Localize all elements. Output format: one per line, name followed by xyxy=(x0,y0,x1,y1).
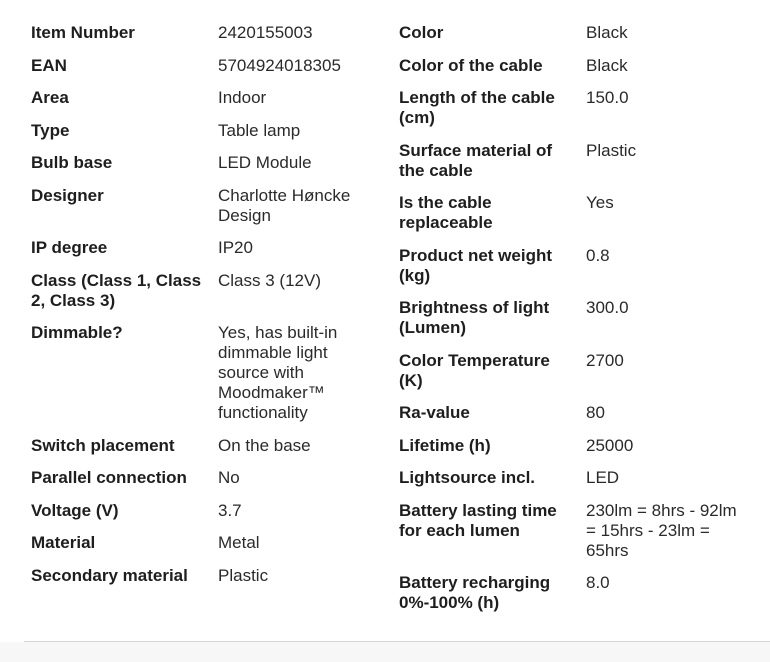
spec-value: 2700 xyxy=(586,350,624,370)
spec-value: 150.0 xyxy=(586,88,629,107)
spec-row-brightness xyxy=(399,298,759,338)
spec-label: Brightness of light (Lumen) xyxy=(399,298,550,337)
spec-value: Yes, has built-in dimmable light source with Moodmaker™ functionality xyxy=(218,323,338,422)
spec-row-cable-replaceable xyxy=(399,193,759,233)
spec-label: Switch placement xyxy=(31,435,175,455)
spec-row-switch-placement xyxy=(31,436,376,456)
spec-label: Battery lasting time for each lumen xyxy=(399,500,557,540)
spec-row-ra-value xyxy=(399,403,759,423)
spec-row-type xyxy=(31,121,376,141)
spec-value: Black xyxy=(586,55,628,75)
spec-label: Parallel connection xyxy=(31,468,187,487)
spec-row-lifetime xyxy=(399,436,759,456)
spec-row-item-number xyxy=(31,23,376,43)
spec-label: Area xyxy=(31,88,69,107)
spec-value: 80 xyxy=(586,403,605,422)
spec-label: Item Number xyxy=(31,23,135,42)
spec-label: Length of the cable (cm) xyxy=(399,88,555,127)
spec-value: 3.7 xyxy=(218,500,242,520)
spec-row-parallel-connection xyxy=(31,468,376,488)
spec-label: Secondary material xyxy=(31,565,188,585)
spec-value: IP20 xyxy=(218,238,253,257)
spec-row-color-temperature xyxy=(399,351,759,391)
spec-value: Plastic xyxy=(218,565,269,585)
spec-row-ip-degree xyxy=(31,238,376,258)
spec-value: 5704924018305 xyxy=(218,55,341,75)
spec-value: Black xyxy=(586,23,628,42)
spec-label: Surface material of the cable xyxy=(399,140,553,180)
spec-row-voltage xyxy=(31,501,376,521)
spec-label: EAN xyxy=(31,55,67,75)
spec-value: Metal xyxy=(218,533,260,552)
spec-row-dimmable xyxy=(31,323,376,423)
spec-label: Bulb base xyxy=(31,153,113,172)
spec-label: Type xyxy=(31,120,70,140)
spec-value: Indoor xyxy=(218,88,267,107)
spec-label: Color xyxy=(399,23,444,42)
spec-value: Charlotte Høncke Design xyxy=(218,185,351,225)
spec-label: Color Temperature (K) xyxy=(399,350,550,390)
spec-label: Designer xyxy=(31,185,104,205)
spec-value: Plastic xyxy=(586,140,637,160)
specs-column-left xyxy=(31,23,376,598)
spec-value: 8.0 xyxy=(586,573,610,592)
spec-row-ean xyxy=(31,56,376,76)
spec-row-secondary-material xyxy=(31,566,376,586)
spec-row-bulb-base xyxy=(31,153,376,173)
spec-value: Table lamp xyxy=(218,120,301,140)
spec-row-area xyxy=(31,88,376,108)
spec-row-color xyxy=(399,23,759,43)
spec-row-battery-lasting-time xyxy=(399,501,759,561)
spec-value: LED xyxy=(586,468,620,487)
spec-row-cable-surface-material xyxy=(399,141,759,181)
spec-value: Yes xyxy=(586,193,614,212)
spec-label: Lightsource incl. xyxy=(399,468,536,487)
spec-value: 230lm = 8hrs - 92lm = 15hrs - 23lm = 65hrs xyxy=(586,500,737,560)
spec-label: Ra-value xyxy=(399,403,470,422)
footer-strip xyxy=(0,642,770,662)
spec-row-lightsource xyxy=(399,468,759,488)
spec-label: IP degree xyxy=(31,238,108,257)
spec-value: LED Module xyxy=(218,153,312,172)
spec-row-class xyxy=(31,271,376,311)
spec-label: Voltage (V) xyxy=(31,500,119,520)
spec-value: 25000 xyxy=(586,435,634,455)
spec-value: Class 3 (12V) xyxy=(218,270,321,290)
spec-label: Is the cable replaceable xyxy=(399,193,493,232)
spec-label: Battery recharging 0%-100% (h) xyxy=(399,573,551,612)
spec-label: Product net weight (kg) xyxy=(399,245,552,285)
spec-value: 2420155003 xyxy=(218,23,313,42)
spec-row-cable-length xyxy=(399,88,759,128)
spec-row-cable-color xyxy=(399,56,759,76)
specs-column-right xyxy=(399,23,759,626)
spec-label: Lifetime (h) xyxy=(399,435,491,455)
spec-row-net-weight xyxy=(399,246,759,286)
spec-label: Dimmable? xyxy=(31,323,123,342)
spec-value: On the base xyxy=(218,435,311,455)
spec-value: 300.0 xyxy=(586,298,629,317)
spec-label: Class (Class 1, Class 2, Class 3) xyxy=(31,270,202,310)
spec-row-battery-recharging xyxy=(399,573,759,613)
spec-row-designer xyxy=(31,186,376,226)
spec-label: Color of the cable xyxy=(399,55,543,75)
spec-row-material xyxy=(31,533,376,553)
spec-value: 0.8 xyxy=(586,245,610,265)
spec-label: Material xyxy=(31,533,96,552)
spec-value: No xyxy=(218,468,240,487)
